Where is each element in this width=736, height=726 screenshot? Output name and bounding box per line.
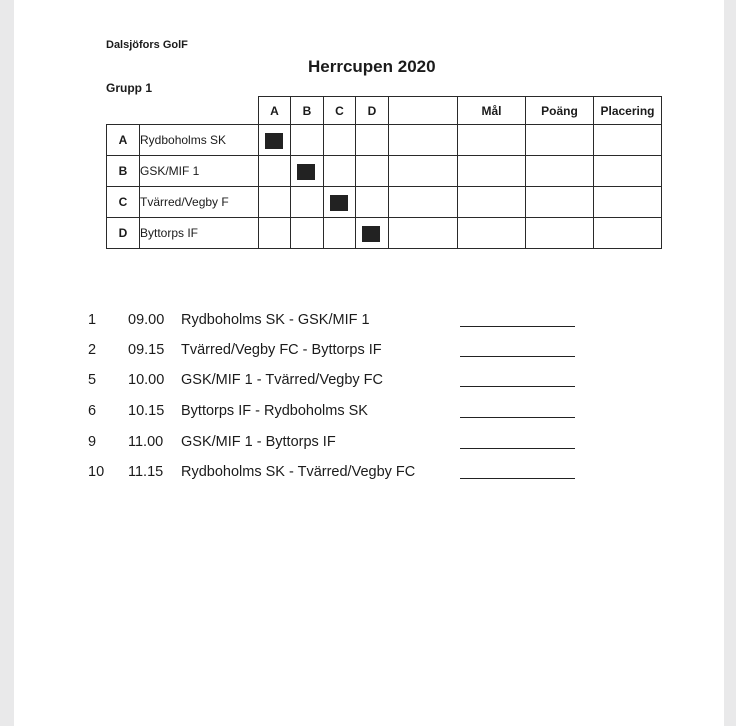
result-line — [460, 448, 575, 449]
col-header-placering: Placering — [594, 97, 662, 125]
empty-cell — [389, 156, 458, 187]
match-teams: GSK/MIF 1 - Tvärred/Vegby FC — [181, 372, 383, 388]
filled-square — [297, 164, 315, 180]
result-cell — [324, 218, 356, 249]
col-header-mal: Mål — [458, 97, 526, 125]
row-team: Rydboholms SK — [140, 125, 259, 156]
points-cell — [526, 218, 594, 249]
self-match-cell — [324, 187, 356, 218]
page-title: Herrcupen 2020 — [308, 57, 436, 76]
result-cell — [259, 156, 291, 187]
group-label: Grupp 1 — [106, 81, 153, 95]
match-time: 09.15 — [128, 342, 165, 358]
row-letter: C — [107, 187, 140, 218]
result-cell — [356, 187, 389, 218]
filled-square — [330, 195, 348, 211]
result-cell — [291, 187, 324, 218]
table-row — [107, 125, 662, 156]
match-number: 1 — [88, 312, 97, 328]
filled-square — [265, 133, 283, 149]
col-header-poang: Poäng — [526, 97, 594, 125]
row-team: GSK/MIF 1 — [140, 156, 259, 187]
row-letter: D — [107, 218, 140, 249]
match-number: 2 — [88, 342, 97, 358]
goals-cell — [458, 156, 526, 187]
empty-cell — [389, 218, 458, 249]
match-teams: Tvärred/Vegby FC - Byttorps IF — [181, 342, 382, 358]
match-time: 10.00 — [128, 372, 165, 388]
points-cell — [526, 187, 594, 218]
group-table — [106, 96, 662, 249]
match-time: 09.00 — [128, 312, 165, 328]
self-match-cell — [259, 125, 291, 156]
placement-cell — [594, 187, 662, 218]
goals-cell — [458, 218, 526, 249]
result-cell — [291, 125, 324, 156]
result-cell — [324, 125, 356, 156]
result-line — [460, 356, 575, 357]
document-page — [14, 0, 724, 726]
match-time: 11.15 — [128, 464, 164, 480]
table-row — [107, 187, 662, 218]
placement-cell — [594, 125, 662, 156]
club-name: Dalsjöfors GolF — [106, 39, 188, 51]
empty-cell — [389, 187, 458, 218]
filled-square — [362, 226, 380, 242]
match-number: 6 — [88, 403, 97, 419]
match-time: 10.15 — [128, 403, 165, 419]
result-line — [460, 478, 575, 479]
result-cell — [291, 218, 324, 249]
row-letter: A — [107, 125, 140, 156]
row-team: Byttorps IF — [140, 218, 259, 249]
col-header-a: A — [259, 97, 291, 125]
match-teams: Rydboholms SK - Tvärred/Vegby FC — [181, 464, 416, 480]
goals-cell — [458, 125, 526, 156]
goals-cell — [458, 187, 526, 218]
match-time: 11.00 — [128, 434, 164, 450]
result-cell — [259, 187, 291, 218]
col-header-empty — [389, 97, 458, 125]
row-team: Tvärred/Vegby F — [140, 187, 259, 218]
self-match-cell — [291, 156, 324, 187]
header-spacer — [107, 97, 259, 125]
match-teams: Byttorps IF - Rydboholms SK — [181, 403, 368, 419]
col-header-d: D — [356, 97, 389, 125]
match-number: 9 — [88, 434, 97, 450]
col-header-b: B — [291, 97, 324, 125]
match-number: 10 — [88, 464, 105, 480]
points-cell — [526, 125, 594, 156]
table-header-row — [107, 97, 662, 125]
result-cell — [356, 156, 389, 187]
result-line — [460, 326, 575, 327]
result-cell — [356, 125, 389, 156]
result-line — [460, 386, 575, 387]
col-header-c: C — [324, 97, 356, 125]
result-cell — [324, 156, 356, 187]
placement-cell — [594, 156, 662, 187]
table-row — [107, 218, 662, 249]
match-number: 5 — [88, 372, 97, 388]
result-line — [460, 417, 575, 418]
self-match-cell — [356, 218, 389, 249]
match-teams: Rydboholms SK - GSK/MIF 1 — [181, 312, 370, 328]
row-letter: B — [107, 156, 140, 187]
match-teams: GSK/MIF 1 - Byttorps IF — [181, 434, 336, 450]
result-cell — [259, 218, 291, 249]
empty-cell — [389, 125, 458, 156]
placement-cell — [594, 218, 662, 249]
table-row — [107, 156, 662, 187]
points-cell — [526, 156, 594, 187]
